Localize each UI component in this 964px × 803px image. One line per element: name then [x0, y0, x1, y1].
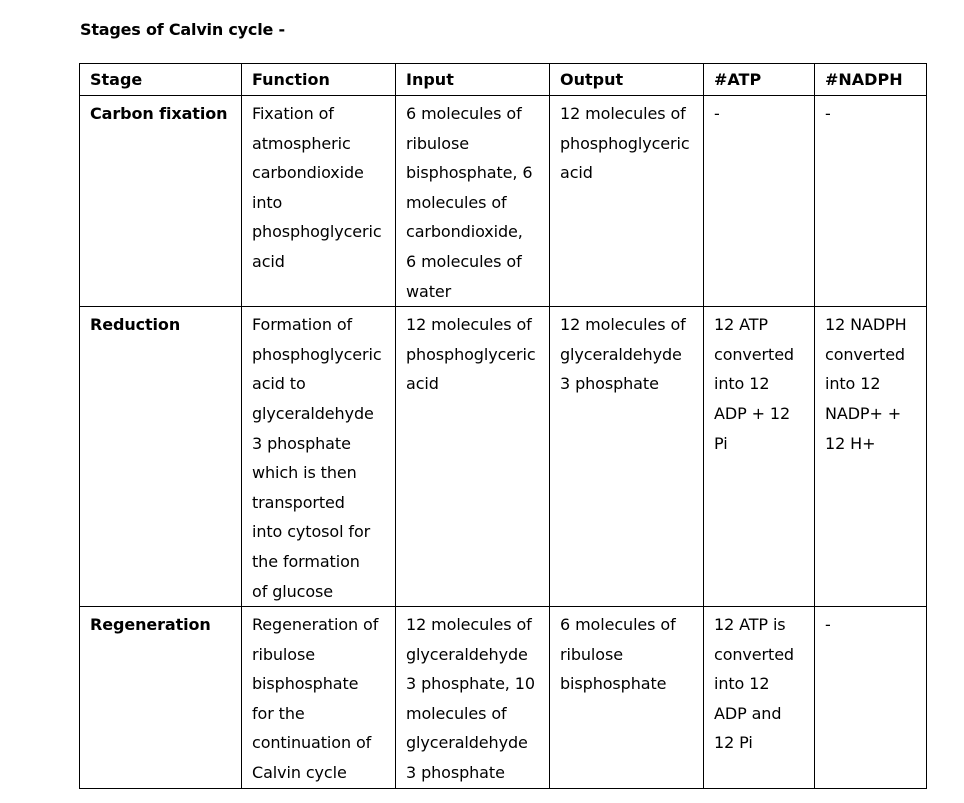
stage-text: Reduction	[90, 315, 181, 335]
nadph-text: -	[825, 104, 831, 123]
header-input: Input	[396, 64, 550, 96]
nadph-cell	[815, 96, 927, 307]
nadph-cell	[815, 607, 927, 789]
input-text: 12 molecules of glyceraldehyde 3 phosphate, 10 molecules of glyceraldehyde 3 phosphate	[406, 615, 535, 783]
atp-text: 12 ATP converted into 12 ADP + 12 Pi	[714, 315, 794, 453]
output-cell	[550, 307, 704, 607]
atp-cell	[704, 307, 815, 607]
nadph-text: 12 NADPH converted into 12 NADP+ + 12 H+	[825, 315, 907, 453]
stage-cell	[80, 307, 242, 607]
header-atp: #ATP	[704, 64, 815, 96]
header-stage: Stage	[80, 64, 242, 96]
stage-cell	[80, 96, 242, 307]
calvin-cycle-table	[79, 63, 927, 789]
header-output: Output	[550, 64, 704, 96]
input-text: 12 molecules of phosphoglyceric acid	[406, 315, 536, 394]
function-text: Fixation of atmospheric carbondioxide into phosphoglyceric acid	[252, 104, 382, 271]
header-nadph: #NADPH	[815, 64, 927, 96]
atp-text: 12 ATP is converted into 12 ADP and 12 Pi	[714, 615, 794, 753]
stage-cell	[80, 607, 242, 789]
input-text: 6 molecules of ribulose bisphosphate, 6 molecules of carbondioxide, 6 molecules of water	[406, 104, 533, 301]
stage-text: Carbon fixation	[90, 104, 228, 123]
table-header-row	[80, 64, 927, 96]
input-cell	[396, 96, 550, 307]
header-function: Function	[242, 64, 396, 96]
table-row	[80, 307, 927, 607]
function-cell	[242, 96, 396, 307]
atp-text: -	[714, 104, 720, 123]
input-cell	[396, 607, 550, 789]
output-cell	[550, 607, 704, 789]
table-row	[80, 96, 927, 307]
function-cell	[242, 607, 396, 789]
function-text: Regeneration of ribulose bisphosphate for the continuation of Calvin cycle	[252, 615, 379, 783]
atp-cell	[704, 96, 815, 307]
output-text: 12 molecules of phosphoglyceric acid	[560, 104, 690, 183]
output-text: 6 molecules of ribulose bisphosphate	[560, 615, 676, 694]
stage-text: Regeneration	[90, 615, 211, 635]
input-cell	[396, 307, 550, 607]
table-row	[80, 607, 927, 789]
page-title: Stages of Calvin cycle -	[80, 20, 285, 39]
function-text: Formation of phosphoglyceric acid to glyceraldehyde 3 phosphate which is then transported into cytosol for the formation of glucose	[252, 315, 382, 601]
output-text: 12 molecules of glyceraldehyde 3 phosphate	[560, 315, 686, 394]
output-cell	[550, 96, 704, 307]
nadph-cell	[815, 307, 927, 607]
function-cell	[242, 307, 396, 607]
nadph-text: -	[825, 615, 831, 635]
atp-cell	[704, 607, 815, 789]
